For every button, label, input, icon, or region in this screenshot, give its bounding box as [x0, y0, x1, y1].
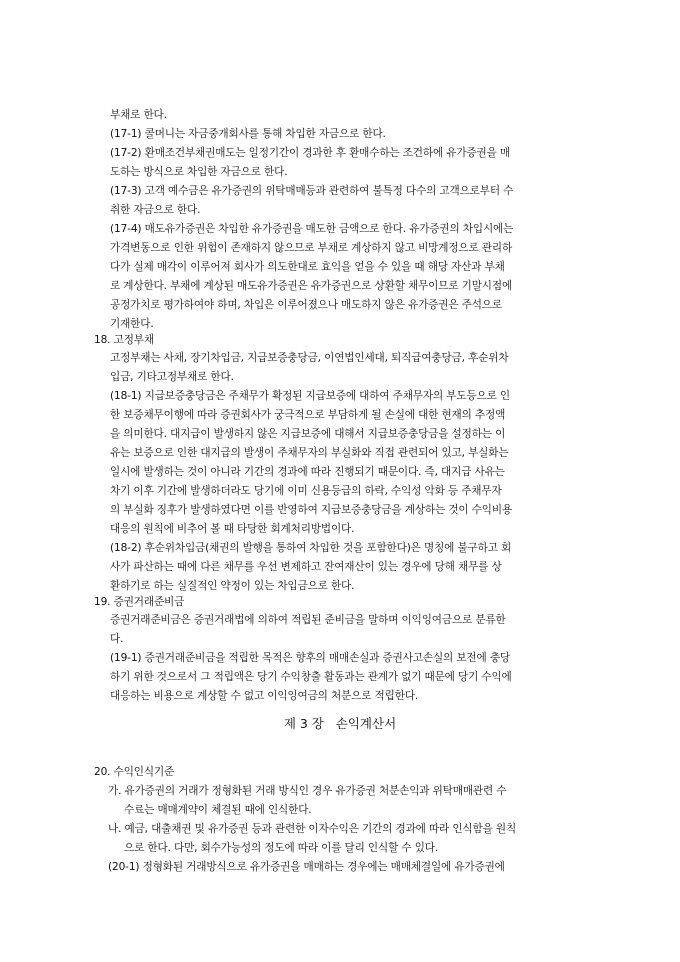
text-line: 기재한다.	[110, 318, 154, 330]
section-heading: 18. 고정부채	[94, 334, 154, 346]
text-line: 고정부채는 사채, 장기차입금, 지급보증충당금, 이연법인세대, 퇴직급여충당금, 후순위차	[110, 352, 509, 364]
text-line: 취한 자금으로 한다.	[110, 204, 201, 216]
text-line: 가격변동으로 인한 위험이 존재하지 않으므로 부채로 계상하지 않고 비망계정으로 관리하	[110, 242, 513, 254]
text-line: (18-2) 후순위차입금(채권의 발행을 통하여 차입한 것을 포함한다)은 명칭에 불구하고 회	[110, 542, 512, 554]
text-line: 을 의미한다. 대지급이 발생하지 않은 지급보증에 대해서 지급보증충당금을 설정하는 이	[110, 428, 506, 440]
text-line: 가. 유가증권의 거래가 정형화된 거래 방식인 경우 유가증권 처분손익과 위탁매매관련 수	[108, 785, 507, 797]
text-line: 공정가치로 평가하여야 하며, 차입은 이루어졌으나 매도하지 않은 유가증권은 주석으로	[110, 299, 502, 311]
text-line: (17-2) 환매조건부채권매도는 일정기간이 경과한 후 환매수하는 조건하에 유가증권을 매	[110, 147, 510, 159]
text-line: (17-3) 고객 예수금은 유가증권의 위탁매매등과 관련하여 불특정 다수의 고객으로부터 수	[110, 185, 514, 197]
text-line: 사가 파산하는 때에 다른 채무를 우선 변제하고 잔여재산이 있는 경우에 당해 채무를 상	[110, 561, 502, 573]
text-line: 수료는 매매계약이 체결된 때에 인식한다.	[124, 804, 312, 816]
text-line: 하기 위한 것으로서 그 적립액은 당기 수익창출 활동과는 관계가 없기 때문에 당기 수익에	[110, 671, 512, 683]
text-line: 차기 이후 기간에 발생하더라도 당기에 이미 신용등급의 하락, 수익성 악화 등 주채무자	[110, 485, 502, 497]
text-line: (17-4) 매도유가증권은 차입한 유가증권을 매도한 금액으로 한다. 유가증권의 차입시에는	[110, 223, 514, 235]
text-line: 대응의 원칙에 비추어 볼 때 타당한 회계처리방법이다.	[110, 523, 355, 535]
text-line: 입금, 기타고정부채로 한다.	[110, 371, 234, 383]
section-heading: 19. 증권거래준비금	[94, 596, 185, 608]
text-line: 다.	[110, 633, 124, 645]
text-line: 도하는 방식으로 차입한 자금으로 한다.	[110, 166, 288, 178]
text-line: 부채로 한다.	[110, 109, 167, 121]
text-line: 다가 실제 매각이 이루어져 회사가 의도한대로 효익을 얻을 수 있을 때 해당 자산과 부채	[110, 261, 505, 273]
text-line: 유는 보증으로 인한 대지급의 발생이 주채무자의 부실화와 직접 관련되어 있고, 부실화는	[110, 447, 509, 459]
text-line: 으로 한다. 다만, 회수가능성의 정도에 따라 이를 달리 인식할 수 있다.	[124, 842, 439, 854]
section-heading: 20. 수익인식기준	[94, 766, 175, 778]
text-line: (18-1) 지급보증충당금은 주채무가 확정된 지급보증에 대하여 주채무자의 부도등으로 인	[110, 390, 510, 402]
text-line: 환하기로 하는 실질적인 약정이 있는 차입금으로 한다.	[110, 580, 355, 592]
text-line: (19-1) 증권거래준비금을 적립한 목적은 향후의 매매손실과 증권사고손실의 보전에 충당	[110, 652, 510, 664]
text-line: 로 계상한다. 부채에 계상된 매도유가증권은 유가증권으로 상환할 채무이므로 기말시점에	[110, 280, 513, 292]
text-line: (17-1) 콜머니는 자금중개회사를 통해 차입한 자금으로 한다.	[110, 128, 386, 140]
text-line: 한 보증채무이행에 따라 증권회사가 궁극적으로 부담하게 될 손실에 대한 현재의 추정액	[110, 409, 506, 421]
text-line: 대응하는 비용으로 계상할 수 없고 이익잉여금의 처분으로 적립한다.	[110, 690, 419, 702]
text-line: 일시에 발생하는 것이 아니라 기간의 경과에 따라 진행되기 때문이다. 즉, 대지급 사유는	[110, 466, 505, 478]
text-line: 나. 예금, 대출채권 및 유가증권 등과 관련한 이자수익은 기간의 경과에 따라 인식함을 원칙	[108, 823, 517, 835]
text-line: (20-1) 정형화된 거래방식으로 유가증권을 매매하는 경우에는 매매체결일에 유가증권에	[108, 861, 505, 873]
text-line: 의 부실화 징후가 발생하였다면 이를 반영하여 지급보증충당금을 계상하는 것이 수익비용	[110, 504, 513, 516]
chapter-title: 제 3 장 손익계산서	[283, 716, 397, 731]
text-line: 증권거래준비금은 증권거래법에 의하여 적립된 준비금을 말하며 이익잉여금으로 분류한	[110, 614, 506, 626]
